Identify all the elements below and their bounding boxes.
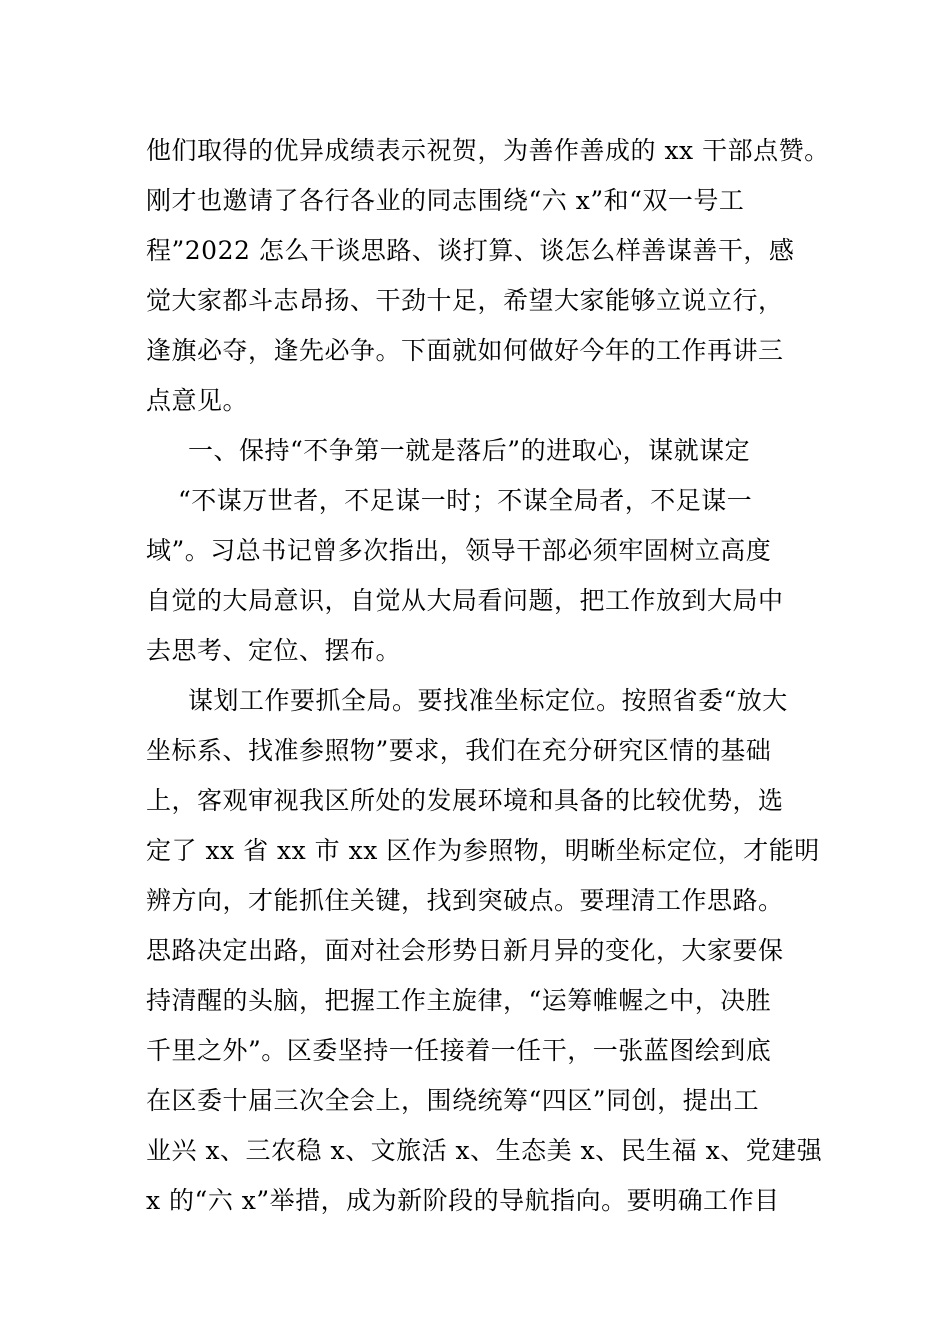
text-line: 域”。习总书记曾多次指出，领导干部必须牢固树立高度 — [146, 536, 772, 565]
text-line: 思路决定出路，面对社会形势日新月异的变化，大家要保 — [146, 936, 784, 965]
text-line: 持清醒的头脑，把握工作主旋律，“运筹帷幄之中，决胜 — [146, 986, 772, 1015]
text-line: 坐标系、找准参照物”要求，我们在充分研究区情的基础 — [146, 736, 772, 765]
text-line: 逢旗必夺，逢先必争。下面就如何做好今年的工作再讲三 — [146, 336, 784, 365]
text-line: x 的“六 x”举措，成为新阶段的导航指向。要明确工作目 — [146, 1186, 780, 1215]
section-heading: 一、保持“不争第一就是落后”的进取心，谋就谋定 — [188, 436, 751, 465]
text-line: 他们取得的优异成绩表示祝贺，为善作善成的 xx 干部点赞。 — [146, 136, 830, 165]
text-line: 辨方向，才能抓住关键，找到突破点。要理清工作思路。 — [146, 886, 784, 915]
text-line: 刚才也邀请了各行各业的同志围绕“六 x”和“双一号工 — [146, 186, 745, 215]
text-line: 千里之外”。区委坚持一任接着一任干，一张蓝图绘到底 — [146, 1036, 772, 1065]
text-line: “不谋万世者，不足谋一时；不谋全局者，不足谋一 — [178, 486, 753, 515]
text-line: 自觉的大局意识，自觉从大局看问题，把工作放到大局中 — [146, 586, 784, 615]
text-line: 定了 xx 省 xx 市 xx 区作为参照物，明晰坐标定位，才能明 — [146, 836, 820, 865]
text-line: 谋划工作要抓全局。要找准坐标定位。按照省委“放大 — [188, 686, 788, 715]
text-line: 程”2022 怎么干谈思路、谈打算、谈怎么样善谋善干，感 — [146, 236, 795, 265]
text-line: 上，客观审视我区所处的发展环境和具备的比较优势，选 — [146, 786, 784, 815]
text-line: 在区委十届三次全会上，围绕统筹“四区”同创，提出工 — [146, 1086, 760, 1115]
text-line: 点意见。 — [146, 386, 249, 415]
document-body — [146, 126, 830, 1226]
text-line: 觉大家都斗志昂扬、干劲十足，希望大家能够立说立行， — [146, 286, 784, 315]
text-line: 去思考、定位、摆布。 — [146, 636, 402, 665]
text-line: 业兴 x、三农稳 x、文旅活 x、生态美 x、民生福 x、党建强 — [146, 1136, 823, 1165]
